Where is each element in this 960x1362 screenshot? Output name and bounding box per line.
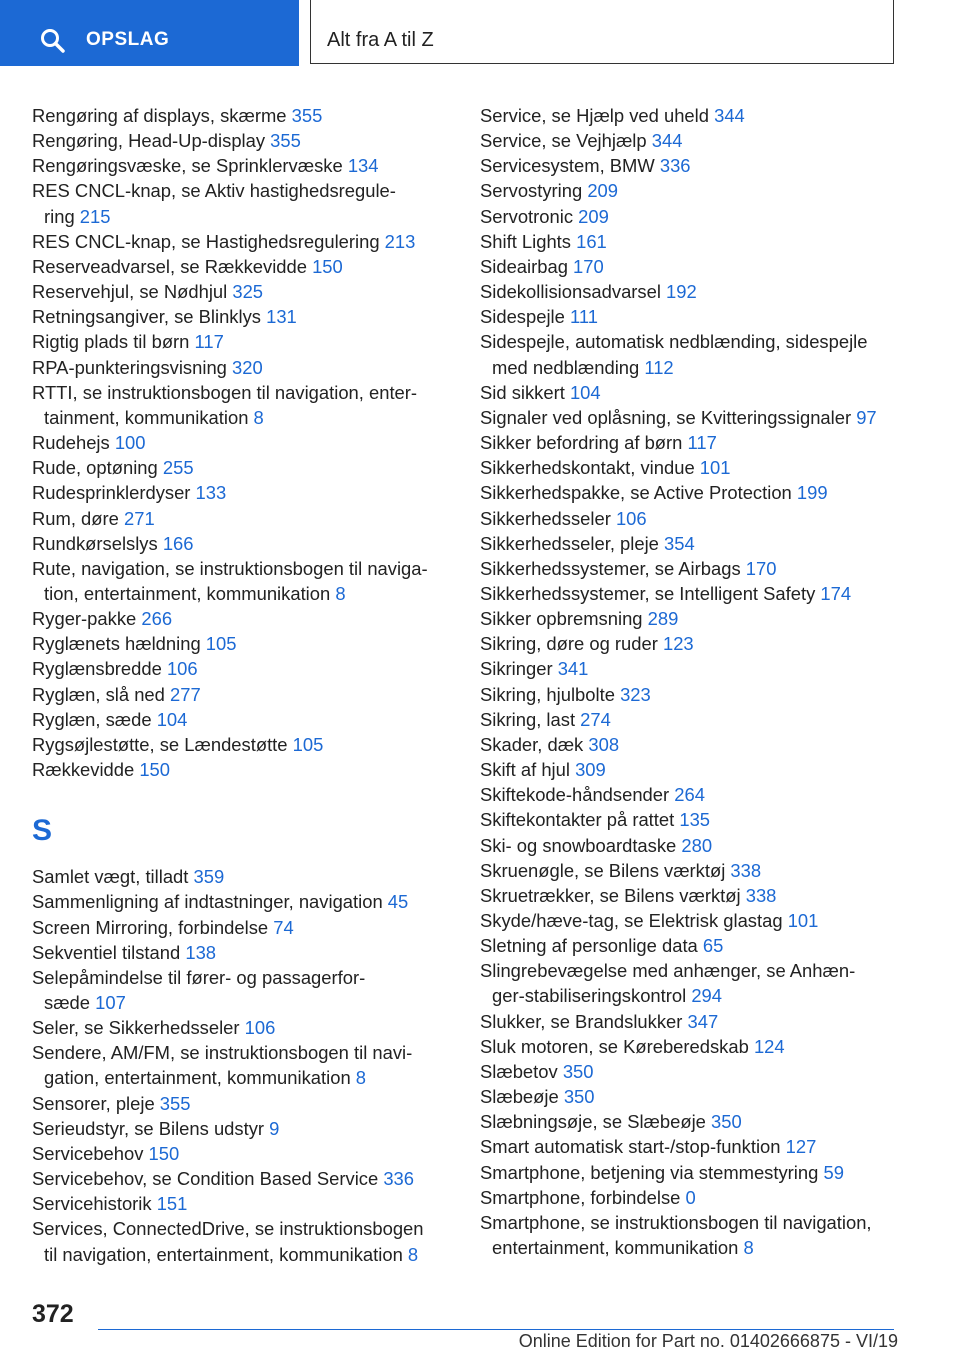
index-entry [480, 531, 900, 556]
page-header [0, 0, 960, 66]
page-reference-link[interactable]: 117 [687, 432, 717, 454]
index-entry-text: Sikkerhedssystemer, se Airbags [480, 557, 746, 579]
index-entry-text: Reservehjul, se Nødhjul [32, 281, 233, 303]
index-entry-text: Skyde/hæve-tag, se Elektrisk glastag [480, 910, 788, 931]
index-entry [480, 506, 900, 531]
index-entry-text: Screen Mirroring, forbindelse [32, 916, 274, 938]
index-entry-text: Sikring, last [480, 708, 581, 730]
index-entry [480, 833, 900, 858]
page-number: 372 [32, 1300, 74, 1328]
index-entry-text-continued: med nedblænding [492, 356, 645, 378]
page-reference-link[interactable]: 104 [569, 381, 601, 403]
index-column-left [32, 103, 452, 1267]
index-entry-text-continued: ring [44, 205, 80, 227]
index-entry-text-continued: tainment, kommunikation [44, 406, 254, 428]
page-reference-link[interactable]: 150 [312, 255, 343, 277]
index-entry [32, 732, 452, 757]
page-reference-link[interactable]: 135 [679, 809, 711, 831]
page-reference-link[interactable]: 101 [699, 457, 731, 479]
page-reference-link[interactable]: 161 [576, 230, 607, 252]
index-entry [32, 380, 452, 430]
page-reference-link[interactable]: 350 [711, 1111, 742, 1133]
page-reference-link[interactable]: 323 [620, 683, 651, 705]
index-entry [480, 1134, 900, 1159]
page-reference-link[interactable]: 170 [745, 557, 777, 579]
page-reference-link[interactable]: 97 [856, 406, 877, 428]
index-entry-text: RES CNCL-knap, se Aktiv hastighedsregule- [32, 180, 396, 202]
index-entry-text: Sikkerhedskontakt, vindue [480, 457, 700, 479]
index-entry-text: Sammenligning af indtastninger, navigation [32, 891, 388, 913]
index-entry-text: Rundkørselslys [32, 532, 163, 554]
page-reference-link[interactable]: 280 [681, 834, 713, 856]
section-title-tab [310, 0, 894, 64]
index-entry [480, 883, 900, 908]
index-entry [32, 178, 452, 228]
index-entry [480, 254, 900, 279]
index-entry [32, 1166, 452, 1191]
index-entry [480, 279, 900, 304]
index-entry [480, 556, 900, 581]
page-reference-link[interactable]: 106 [615, 507, 647, 529]
page-reference-link[interactable]: 106 [244, 1017, 276, 1039]
index-entry-text: Slingrebevægelse med anhænger, se Anhæn- [480, 960, 856, 982]
index-entry-text-continued: sæde [44, 992, 96, 1013]
index-entry-text: Slæbeøje [480, 1086, 564, 1108]
page-reference-link[interactable]: 341 [557, 658, 589, 680]
index-entry [32, 606, 452, 631]
page-reference-link[interactable]: 112 [644, 356, 674, 378]
index-entry [32, 1141, 452, 1166]
index-entry [480, 782, 900, 807]
index-entry-text: Sidespejle, automatisk nedblænding, sidespejle [480, 331, 868, 353]
index-entry-text: Rudesprinklerdyser [32, 482, 196, 504]
index-entry [480, 1160, 900, 1185]
page-reference-link[interactable]: 355 [270, 130, 301, 152]
index-entry-text: Service, se Vejhjælp [480, 130, 652, 152]
footer-edition-text: Online Edition for Part no. 01402666875 - VI/19 [518, 1331, 898, 1351]
page-reference-link[interactable]: 8 [743, 1237, 754, 1259]
page-reference-link[interactable]: 0 [685, 1186, 696, 1208]
index-entry-text: Sikkerhedsseler [480, 507, 616, 529]
page-reference-link[interactable]: 274 [580, 708, 611, 730]
index-entry [480, 153, 900, 178]
index-entry [480, 581, 900, 606]
search-icon [40, 28, 66, 54]
index-entry-text: Smartphone, betjening via stemmestyring [480, 1161, 824, 1183]
page-reference-link[interactable]: 100 [114, 432, 146, 454]
page-reference-link[interactable]: 355 [159, 1092, 191, 1114]
index-entry-text: Servicesystem, BMW [480, 155, 660, 177]
index-entry-text: RPA-punkteringsvisning [32, 356, 233, 378]
page-reference-link[interactable]: 45 [387, 891, 409, 913]
index-entry-text: Service, se Hjælp ved uheld [480, 105, 715, 126]
page-reference-link[interactable]: 150 [148, 1142, 180, 1164]
page-reference-link[interactable]: 338 [745, 884, 777, 906]
index-entry [32, 757, 452, 782]
page-reference-link[interactable]: 170 [573, 255, 604, 277]
page-reference-link[interactable]: 8 [253, 406, 264, 428]
index-entry-text: Samlet vægt, tilladt [32, 866, 194, 888]
search-tab-label: OPSLAG [86, 29, 170, 50]
page-reference-link[interactable]: 131 [266, 306, 297, 328]
index-entry-text: Sekventiel tilstand [32, 941, 186, 963]
index-entry [480, 707, 900, 732]
index-entry-text-continued: gation, entertainment, kommunikation [44, 1067, 356, 1089]
page-reference-link[interactable]: 111 [569, 306, 598, 328]
page-reference-link[interactable]: 65 [702, 935, 724, 957]
index-entry-text: Sendere, AM/FM, se instruktionsbogen til navi- [32, 1042, 413, 1064]
index-entry-text: Rute, navigation, se instruktionsbogen til naviga- [32, 557, 428, 579]
index-entry [480, 908, 900, 933]
index-entry-text: RTTI, se instruktionsbogen til navigation, enter- [32, 381, 418, 403]
index-entry [32, 1216, 452, 1266]
page-reference-link[interactable]: 347 [687, 1010, 719, 1032]
page-reference-link[interactable]: 8 [335, 582, 346, 604]
index-entry-text: Rude, optøning [32, 457, 163, 479]
page-reference-link[interactable]: 127 [785, 1136, 817, 1158]
index-entry [32, 531, 452, 556]
index-entry-text: Sikring, døre og ruder [480, 633, 663, 655]
index-entry [32, 915, 452, 940]
index-entry-text: Ryglænets hældning [32, 633, 206, 655]
index-entry-text: Shift Lights [480, 230, 577, 252]
index-entry [480, 933, 900, 958]
index-entry [32, 556, 452, 606]
section-title: Alt fra A til Z [327, 29, 434, 51]
index-entry [480, 229, 900, 254]
index-entry-text: Signaler ved oplåsning, se Kvitteringssignaler [480, 406, 857, 428]
index-entry-text: Seler, se Sikkerhedsseler [32, 1017, 245, 1039]
index-entry [480, 329, 900, 379]
index-entry-text: Serieudstyr, se Bilens udstyr [32, 1117, 270, 1139]
index-entry [32, 1040, 452, 1090]
index-entry-text: Rækkevidde [32, 759, 140, 781]
index-entry-text: Skruetrækker, se Bilens værktøj [480, 884, 746, 906]
page-reference-link[interactable]: 264 [674, 784, 705, 806]
page-reference-link[interactable]: 104 [156, 708, 188, 730]
page-reference-link[interactable]: 192 [666, 281, 697, 303]
index-entry [32, 864, 452, 889]
index-entry-text: Servicebehov, se Condition Based Service [32, 1168, 384, 1190]
index-entry-text: Rigtig plads til børn [32, 331, 195, 353]
index-entry-text: Sikkerhedsseler, pleje [480, 532, 665, 554]
index-entry [32, 229, 452, 254]
page-reference-link[interactable]: 213 [384, 230, 416, 252]
index-entry-text: Sidespejle [480, 306, 570, 328]
index-entry [32, 329, 452, 354]
page-reference-link[interactable]: 355 [291, 105, 323, 126]
index-entry-text: Ryglæn, sæde [32, 708, 157, 730]
index-entry [32, 889, 452, 914]
index-entry-text: Sideairbag [480, 255, 574, 277]
index-entry [32, 153, 452, 178]
index-entry [480, 1109, 900, 1134]
page-reference-link[interactable]: 336 [383, 1168, 415, 1190]
index-entry-text: Rengøring af displays, skærme [32, 105, 292, 126]
index-entry [480, 807, 900, 832]
index-entry-text: Rum, døre [32, 507, 124, 529]
page-reference-link[interactable]: 266 [141, 608, 173, 630]
page-reference-link[interactable]: 8 [355, 1067, 367, 1089]
index-entry-text: Ryger-pakke [32, 608, 142, 630]
index-entry-text: Slæbningsøje, se Slæbeøje [480, 1111, 712, 1133]
index-entry [480, 405, 900, 430]
index-entry-text: Rygsøjlestøtte, se Lændestøtte [32, 733, 293, 755]
index-entry [480, 480, 900, 505]
index-entry [32, 631, 452, 656]
index-entry [32, 940, 452, 965]
index-entry-text-continued: entertainment, kommunikation [492, 1237, 744, 1259]
index-entry-text-continued: ger-stabiliseringskontrol [492, 985, 692, 1007]
page-reference-link[interactable]: 350 [563, 1086, 595, 1108]
index-entry-text: Sikringer [480, 658, 558, 680]
index-entry-text: Servotronic [480, 205, 579, 227]
page-reference-link[interactable]: 344 [714, 105, 745, 126]
page-reference-link[interactable]: 105 [205, 633, 237, 655]
page-reference-link[interactable]: 277 [170, 683, 201, 705]
index-entry-text: Ryglænsbredde [32, 658, 167, 680]
index-entry-text: Skiftekontakter på rattet [480, 809, 680, 831]
index-entry-text: Servicehistorik [32, 1193, 157, 1215]
index-entry-text: Sikker opbremsning [480, 608, 648, 630]
page-reference-link[interactable]: 105 [292, 733, 324, 755]
index-entry-text: Rengøring, Head-Up-display [32, 130, 271, 152]
index-entry [32, 682, 452, 707]
footer-divider [98, 1329, 894, 1330]
page-reference-link[interactable]: 151 [156, 1193, 188, 1215]
index-entry [32, 430, 452, 455]
page-reference-link[interactable]: 308 [588, 733, 620, 755]
index-entry [480, 1210, 900, 1260]
index-entry [480, 656, 900, 681]
page-reference-link[interactable]: 199 [796, 482, 828, 504]
index-entry [480, 128, 900, 153]
page-reference-link[interactable]: 101 [787, 910, 819, 931]
page-reference-link[interactable]: 350 [562, 1060, 594, 1082]
index-entry-text: Sikkerhedspakke, se Active Protection [480, 482, 797, 504]
section-letter-heading: S [32, 814, 53, 848]
index-entry [32, 656, 452, 681]
index-entry [480, 304, 900, 329]
page-reference-link[interactable]: 344 [651, 130, 683, 152]
page-reference-link[interactable]: 74 [273, 916, 294, 938]
index-entry-text: Sid sikkert [480, 381, 570, 403]
index-entry-text: Retningsangiver, se Blinklys [32, 306, 267, 328]
index-entry [32, 254, 452, 279]
page-reference-link[interactable]: 166 [162, 532, 194, 554]
index-entry-text: Rengøringsvæske, se Sprinklervæske [32, 155, 348, 177]
index-entry [32, 1116, 452, 1141]
page-reference-link[interactable]: 320 [232, 356, 263, 378]
search-tab[interactable] [0, 0, 299, 66]
index-entry [480, 103, 900, 128]
index-entry [480, 204, 900, 229]
index-entry-text: Smart automatisk start-/stop-funktion [480, 1136, 786, 1158]
index-entry-text: RES CNCL-knap, se Hastighedsregulering [32, 230, 385, 252]
page-reference-link[interactable]: 59 [823, 1161, 844, 1183]
page-reference-link[interactable]: 255 [162, 457, 194, 479]
page-reference-link[interactable]: 8 [407, 1243, 419, 1265]
page-reference-link[interactable]: 133 [195, 482, 227, 504]
page-reference-link[interactable]: 338 [730, 859, 762, 881]
page-reference-link[interactable]: 215 [79, 205, 111, 227]
page-reference-link[interactable]: 359 [193, 866, 225, 888]
index-entry-text: Sletning af personlige data [480, 935, 703, 957]
index-entry [480, 380, 900, 405]
index-entry [32, 1191, 452, 1216]
page-reference-link[interactable]: 124 [753, 1035, 785, 1057]
index-entry [32, 965, 452, 1015]
page-reference-link[interactable]: 106 [166, 658, 198, 680]
index-entry-text: Ski- og snowboardtaske [480, 834, 682, 856]
index-entry-text: Skiftekode-håndsender [480, 784, 675, 806]
index-entry-text: Servostyring [480, 180, 588, 202]
index-entry [480, 958, 900, 1008]
page-reference-link[interactable]: 117 [194, 331, 224, 353]
index-entry [32, 355, 452, 380]
index-entry-text-continued: til navigation, entertainment, kommunikation [44, 1243, 408, 1265]
page-reference-link[interactable]: 9 [269, 1117, 280, 1139]
index-entry [480, 1185, 900, 1210]
index-entry [480, 682, 900, 707]
index-entry-text: Skader, dæk [480, 733, 589, 755]
index-entry [480, 858, 900, 883]
index-entry-text: Slæbetov [480, 1060, 563, 1082]
index-entry-text: Smartphone, forbindelse [480, 1186, 686, 1208]
index-entry [480, 455, 900, 480]
index-entry [32, 304, 452, 329]
page-reference-link[interactable]: 123 [662, 633, 694, 655]
index-entry [480, 606, 900, 631]
index-entry [32, 279, 452, 304]
index-entry-text: Smartphone, se instruktionsbogen til navigation, [480, 1211, 872, 1233]
index-entry [480, 631, 900, 656]
page-reference-link[interactable]: 174 [820, 582, 852, 604]
index-entry [480, 757, 900, 782]
index-entry-text: Sikkerhedssystemer, se Intelligent Safety [480, 582, 821, 604]
page-reference-link[interactable]: 309 [575, 759, 606, 781]
index-entry [480, 732, 900, 757]
page-reference-link[interactable]: 325 [232, 281, 264, 303]
index-entry [32, 480, 452, 505]
index-entry [480, 1059, 900, 1084]
index-entry-text: Sikring, hjulbolte [480, 683, 621, 705]
index-entry-text: Slukker, se Brandslukker [480, 1010, 688, 1032]
index-entry-text: Services, ConnectedDrive, se instruktionsbogen [32, 1218, 424, 1240]
page-reference-link[interactable]: 209 [578, 205, 609, 227]
index-entry-text: Ryglæn, slå ned [32, 683, 171, 705]
page-reference-link[interactable]: 294 [691, 985, 723, 1007]
index-entry-text: Sidekollisionsadvarsel [480, 281, 667, 303]
index-entry-text: Reserveadvarsel, se Rækkevidde [32, 255, 313, 277]
page-reference-link[interactable]: 289 [647, 608, 679, 630]
index-entry [32, 506, 452, 531]
index-entry [480, 1084, 900, 1109]
page-reference-link[interactable]: 150 [139, 759, 171, 781]
page-reference-link[interactable]: 209 [587, 180, 619, 202]
index-entry-text-continued: tion, entertainment, kommunikation [44, 582, 336, 604]
index-entry [32, 1015, 452, 1040]
index-entry [480, 1034, 900, 1059]
index-column-right [480, 103, 900, 1260]
index-entry [480, 1009, 900, 1034]
index-entry [32, 103, 452, 128]
page-reference-link[interactable]: 354 [664, 532, 695, 554]
page-reference-link[interactable]: 134 [347, 155, 379, 177]
index-entry [32, 128, 452, 153]
index-entry-text: Skruenøgle, se Bilens værktøj [480, 859, 731, 881]
page-reference-link[interactable]: 271 [123, 507, 155, 529]
index-entry-text: Selepåmindelse til fører- og passagerfor- [32, 966, 366, 988]
index-entry [32, 455, 452, 480]
index-entry-text: Sikker befordring af børn [480, 432, 688, 454]
index-entry-text: Sluk motoren, se Køreberedskab [480, 1035, 754, 1057]
index-entry [480, 430, 900, 455]
index-entry-text: Sensorer, pleje [32, 1092, 160, 1114]
index-entry [480, 178, 900, 203]
index-entry-text: Rudehejs [32, 432, 115, 454]
index-entry [32, 1091, 452, 1116]
index-entry-text: Skift af hjul [480, 759, 576, 781]
page-reference-link[interactable]: 107 [95, 992, 126, 1013]
page-reference-link[interactable]: 138 [185, 941, 217, 963]
index-entry-text: Servicebehov [32, 1142, 149, 1164]
page-reference-link[interactable]: 336 [659, 155, 691, 177]
index-entry [32, 707, 452, 732]
